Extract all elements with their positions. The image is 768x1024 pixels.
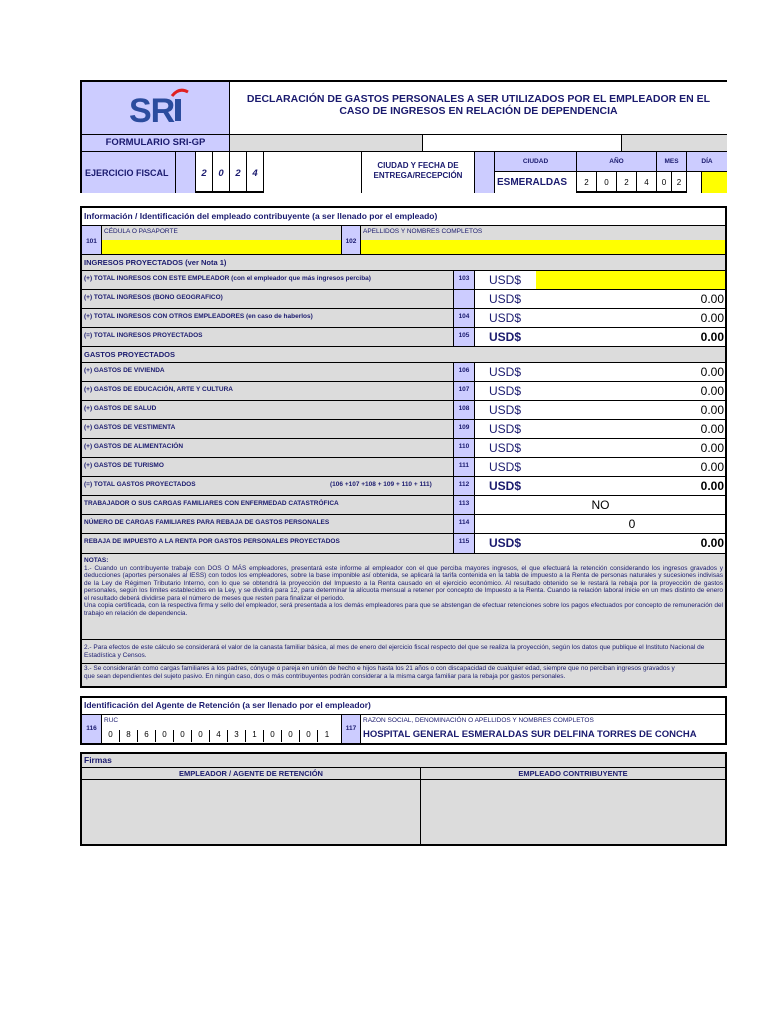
dia-digit-field[interactable] bbox=[687, 171, 702, 193]
field-num-116: 116 bbox=[82, 715, 102, 743]
entrega-pad bbox=[475, 151, 495, 193]
gasto-row bbox=[82, 420, 725, 439]
ruc-digit: 6 bbox=[138, 730, 156, 742]
mes-header: MES bbox=[657, 151, 687, 171]
anio-digit[interactable]: 2 bbox=[577, 171, 597, 193]
ingreso-input[interactable] bbox=[536, 271, 725, 289]
ruc-digit: 0 bbox=[174, 730, 192, 742]
anio-digit[interactable]: 2 bbox=[617, 171, 637, 193]
gasto-total-value bbox=[476, 477, 725, 495]
gastos-title: GASTOS PROYECTADOS bbox=[82, 347, 725, 363]
anio-header: AÑO bbox=[577, 151, 657, 171]
ingreso-row bbox=[82, 271, 725, 290]
amount: 0.00 bbox=[700, 292, 724, 306]
ciudad-value[interactable]: ESMERALDAS bbox=[495, 171, 577, 193]
gasto-value[interactable] bbox=[476, 382, 725, 400]
mes-digit[interactable]: 2 bbox=[672, 171, 687, 193]
cedula-label: CÉDULA O PASAPORTE bbox=[104, 228, 178, 235]
razon-label: RAZON SOCIAL, DENOMINACIÓN O APELLIDOS Y NOMBRES COMPLETOS bbox=[363, 717, 594, 724]
field-num: 106 bbox=[453, 363, 475, 381]
cargas-text: 0 bbox=[628, 517, 636, 531]
field-num: 108 bbox=[453, 401, 475, 419]
amount: 0.00 bbox=[700, 330, 724, 344]
currency-label: USD$ bbox=[489, 311, 522, 325]
gasto-row bbox=[82, 382, 725, 401]
entrega-label-line1: CIUDAD Y FECHA DE bbox=[377, 161, 459, 170]
currency-label: USD$ bbox=[489, 292, 522, 306]
amount: 0.00 bbox=[700, 311, 724, 325]
ingreso-total-row bbox=[82, 328, 725, 347]
gasto-total-row bbox=[82, 477, 725, 496]
gasto-value[interactable] bbox=[476, 420, 725, 438]
amount: 0.00 bbox=[700, 441, 724, 455]
ejercicio-year-digit[interactable]: 0 bbox=[213, 151, 230, 193]
empleador-signature-area[interactable] bbox=[82, 780, 421, 844]
ruc-digit: 0 bbox=[300, 730, 318, 742]
ingreso-value[interactable] bbox=[476, 271, 725, 289]
field-num: 115 bbox=[453, 534, 475, 553]
gasto-value[interactable] bbox=[476, 458, 725, 476]
amount: 0.00 bbox=[700, 422, 724, 436]
currency-label: USD$ bbox=[489, 441, 522, 455]
empleado-signature-label: EMPLEADO CONTRIBUYENTE bbox=[421, 768, 725, 780]
catastrofica-text: NO bbox=[591, 498, 610, 512]
employee-info-section bbox=[80, 206, 727, 688]
notas-block bbox=[82, 554, 725, 640]
ingreso-label: (+) TOTAL INGRESOS CON OTROS EMPLEADORES (en caso de haberlos) bbox=[82, 309, 453, 327]
cargas-label: NÚMERO DE CARGAS FAMILIARES PARA REBAJA DE GASTOS PERSONALES bbox=[82, 515, 453, 533]
ruc-label: RUC bbox=[104, 717, 119, 724]
form-title bbox=[230, 82, 727, 134]
field-num: 112 bbox=[453, 477, 475, 495]
rebaja-row bbox=[82, 534, 725, 554]
gasto-total-label: (=) TOTAL GASTOS PROYECTADOS bbox=[84, 481, 196, 488]
field-num: 110 bbox=[453, 439, 475, 457]
amount: 0.00 bbox=[700, 479, 724, 493]
currency-label: USD$ bbox=[489, 384, 522, 398]
gasto-label: (+) GASTOS DE TURISMO bbox=[82, 458, 453, 476]
gasto-row bbox=[82, 401, 725, 420]
nota-3b: que sean dependientes del sujeto pasivo. En ningún caso, dos o más contribuyentes podrán considerar a la misma carga familiar para la rebaja por gastos personales. bbox=[84, 672, 566, 680]
currency-label: USD$ bbox=[489, 479, 522, 493]
sri-logo-icon bbox=[82, 82, 230, 134]
gasto-row bbox=[82, 439, 725, 458]
ruc-digit: 0 bbox=[192, 730, 210, 742]
form-code-label: FORMULARIO SRI-GP bbox=[82, 134, 230, 151]
amount: 0.00 bbox=[700, 536, 724, 550]
ingreso-row bbox=[82, 309, 725, 328]
field-num-101: 101 bbox=[82, 226, 102, 254]
gasto-label bbox=[82, 477, 453, 495]
nombres-input[interactable] bbox=[361, 240, 725, 254]
form-title-line1: DECLARACIÓN DE GASTOS PERSONALES A SER UTILIZADOS POR EL EMPLEADOR EN EL bbox=[246, 93, 711, 105]
amount: 0.00 bbox=[700, 403, 724, 417]
id-row bbox=[82, 226, 725, 255]
gasto-value[interactable] bbox=[476, 401, 725, 419]
ingreso-label: (=) TOTAL INGRESOS PROYECTADOS bbox=[82, 328, 453, 346]
sri-logo-cell bbox=[82, 82, 230, 134]
amount: 0.00 bbox=[700, 460, 724, 474]
field-num: 104 bbox=[453, 309, 475, 327]
ingreso-value[interactable] bbox=[476, 290, 725, 308]
field-num: 114 bbox=[453, 515, 475, 533]
catastrofica-value[interactable] bbox=[476, 496, 725, 514]
ruc-digit: 1 bbox=[324, 730, 330, 739]
currency-label: USD$ bbox=[489, 365, 522, 379]
field-num: 109 bbox=[453, 420, 475, 438]
cargas-value[interactable] bbox=[476, 515, 725, 533]
ruc-digit: 4 bbox=[210, 730, 228, 742]
field-num bbox=[453, 290, 475, 308]
field-num: 107 bbox=[453, 382, 475, 400]
currency-label: USD$ bbox=[489, 422, 522, 436]
ingreso-row bbox=[82, 290, 725, 309]
dia-header: DÍA bbox=[687, 151, 727, 171]
currency-label: USD$ bbox=[489, 403, 522, 417]
ejercicio-year-digit[interactable]: 4 bbox=[247, 151, 264, 193]
ruc-digit: 0 bbox=[102, 730, 120, 742]
ingreso-total-value bbox=[476, 328, 725, 346]
svg-text:SR: SR bbox=[129, 92, 175, 130]
ejercicio-year-digit[interactable]: 2 bbox=[230, 151, 247, 193]
currency-label: USD$ bbox=[489, 460, 522, 474]
field-num: 105 bbox=[453, 328, 475, 346]
ruc-field[interactable] bbox=[102, 728, 339, 743]
nota-2: 2.- Para efectos de este cálculo se considerará el valor de la canasta familiar básica, al mes de enero del ejercicio fiscal respecto del que se realiza la proyección, según los datos que publique el Instituto Nacional de Estadística y Censos. bbox=[82, 640, 725, 664]
ingreso-value[interactable] bbox=[476, 309, 725, 327]
ejercicio-year-digit[interactable]: 2 bbox=[196, 151, 213, 193]
gasto-label: (+) GASTOS DE VIVIENDA bbox=[82, 363, 453, 381]
gasto-label: (+) GASTOS DE VESTIMENTA bbox=[82, 420, 453, 438]
rebaja-value bbox=[476, 534, 725, 553]
ruc-digit: 3 bbox=[228, 730, 246, 742]
notas-title: NOTAS: bbox=[84, 557, 109, 564]
field-num: 113 bbox=[453, 496, 475, 514]
mes-digit[interactable]: 0 bbox=[657, 171, 672, 193]
agent-section bbox=[80, 696, 727, 745]
ruc-digit: 1 bbox=[246, 730, 264, 742]
ejercicio-fiscal-label: EJERCICIO FISCAL bbox=[82, 151, 176, 193]
form-header bbox=[80, 80, 727, 193]
ruc-digit: 0 bbox=[156, 730, 174, 742]
nota-1b: Una copia certificada, con la respectiva firma y sello del empleador, será presentada a los demás empleadores para que se abstengan de efectuar retenciones sobre los pagos efectuados por concepto de remuneración del trabajo en relación de dependencia. bbox=[84, 602, 723, 617]
agent-section-title: Identificación del Agente de Retención (a ser llenado por el empleador) bbox=[82, 698, 725, 715]
field-num-102: 102 bbox=[341, 226, 361, 254]
gasto-row bbox=[82, 363, 725, 382]
nota-3: 3.- Se considerarán como cargas familiares a los padres, cónyuge o pareja en unión de hecho e hijos hasta los 21 años o con discapacidad de cualquier edad, siempre que no perciban ingresos gravados y bbox=[84, 665, 675, 672]
anio-digit[interactable]: 4 bbox=[637, 171, 657, 193]
firmas-title: Firmas bbox=[82, 754, 725, 768]
gasto-value[interactable] bbox=[476, 439, 725, 457]
ruc-digit: 8 bbox=[120, 730, 138, 742]
ruc-digit: 0 bbox=[282, 730, 300, 742]
gasto-label: (+) GASTOS DE EDUCACIÓN, ARTE Y CULTURA bbox=[82, 382, 453, 400]
field-num: 111 bbox=[453, 458, 475, 476]
gasto-row bbox=[82, 458, 725, 477]
cedula-input[interactable] bbox=[102, 240, 341, 254]
currency-label: USD$ bbox=[489, 273, 522, 287]
dia-digit-field[interactable] bbox=[702, 171, 727, 193]
empleador-signature-label: EMPLEADOR / AGENTE DE RETENCIÓN bbox=[82, 768, 421, 780]
currency-label: USD$ bbox=[489, 330, 522, 344]
title-sub-blank bbox=[422, 134, 622, 151]
ingreso-label: (+) TOTAL INGRESOS CON ESTE EMPLEADOR (con el empleador que más ingresos perciba) bbox=[82, 271, 453, 289]
ingresos-title: INGRESOS PROYECTADOS (ver Nota 1) bbox=[82, 255, 725, 271]
ruc-digit: 0 bbox=[264, 730, 282, 742]
anio-digit[interactable]: 0 bbox=[597, 171, 617, 193]
empleado-signature-area[interactable] bbox=[421, 780, 725, 844]
amount: 0.00 bbox=[700, 384, 724, 398]
nota-3-block bbox=[82, 664, 725, 686]
entrega-label bbox=[362, 151, 475, 193]
cargas-row bbox=[82, 515, 725, 534]
entrega-label-line2: ENTREGA/RECEPCIÓN bbox=[373, 171, 463, 180]
field-num-117: 117 bbox=[341, 715, 361, 743]
ejercicio-pad bbox=[176, 151, 196, 193]
nombres-label: APELLIDOS Y NOMBRES COMPLETOS bbox=[363, 228, 483, 235]
amount: 0.00 bbox=[700, 365, 724, 379]
currency-label: USD$ bbox=[489, 536, 522, 550]
employee-section-title: Información / Identificación del empleado contribuyente (a ser llenado por el empleado) bbox=[82, 208, 725, 226]
ingreso-label: (+) TOTAL INGRESOS (BONO GEOGRAFICO) bbox=[82, 290, 453, 308]
nota-1: 1.- Cuando un contribuyente trabaje con DOS O MÁS empleadores, presentará este informe al empleador con el que perciba mayores ingresos, el que efectuará la retención considerando los ingresos gravados y deducciones (aportes personales al IESS) con todos los empleadores, sobre la base imponible así obtenida, se aplicará la tarifa contenida en la tabla de impuesto a la Renta de personas naturales y sucesiones indivisas de la Ley de Régimen Tributario Interno, con lo que se obtendrá la proyección del Impuesto a la Renta causado en el ejercicio económico. Al resultado obtenido se le restará la rebaja por la proyección de gastos personales, según los límites establecidos en la Ley, y se dividirá para 12, para determinar la alícuota mensual a retener por concepto de Impuesto a la Renta. Cuando la relación laboral inicie en un mes distinto de enero el resultado deberá dividirse para el número de meses que resten para finalizar el periodo. bbox=[84, 564, 723, 602]
gasto-label: (+) GASTOS DE SALUD bbox=[82, 401, 453, 419]
gasto-label: (+) GASTOS DE ALIMENTACIÓN bbox=[82, 439, 453, 457]
catastrofica-row bbox=[82, 496, 725, 515]
ejercicio-blank bbox=[264, 151, 362, 193]
ciudad-header: CIUDAD bbox=[495, 151, 577, 171]
gasto-value[interactable] bbox=[476, 363, 725, 381]
catastrofica-label: TRABAJADOR O SUS CARGAS FAMILIARES CON ENFERMEDAD CATASTRÓFICA bbox=[82, 496, 453, 514]
firmas-section bbox=[80, 752, 727, 846]
gasto-total-formula: (106 +107 +108 + 109 + 110 + 111) bbox=[330, 481, 432, 488]
field-num: 103 bbox=[453, 271, 475, 289]
form-title-line2: CASO DE INGRESOS EN RELACIÓN DE DEPENDENCIA bbox=[339, 105, 618, 117]
razon-value[interactable]: HOSPITAL GENERAL ESMERALDAS SUR DELFINA TORRES DE CONCHA bbox=[363, 729, 697, 740]
rebaja-label: REBAJA DE IMPUESTO A LA RENTA POR GASTOS PERSONALES PROYECTADOS bbox=[82, 534, 453, 553]
